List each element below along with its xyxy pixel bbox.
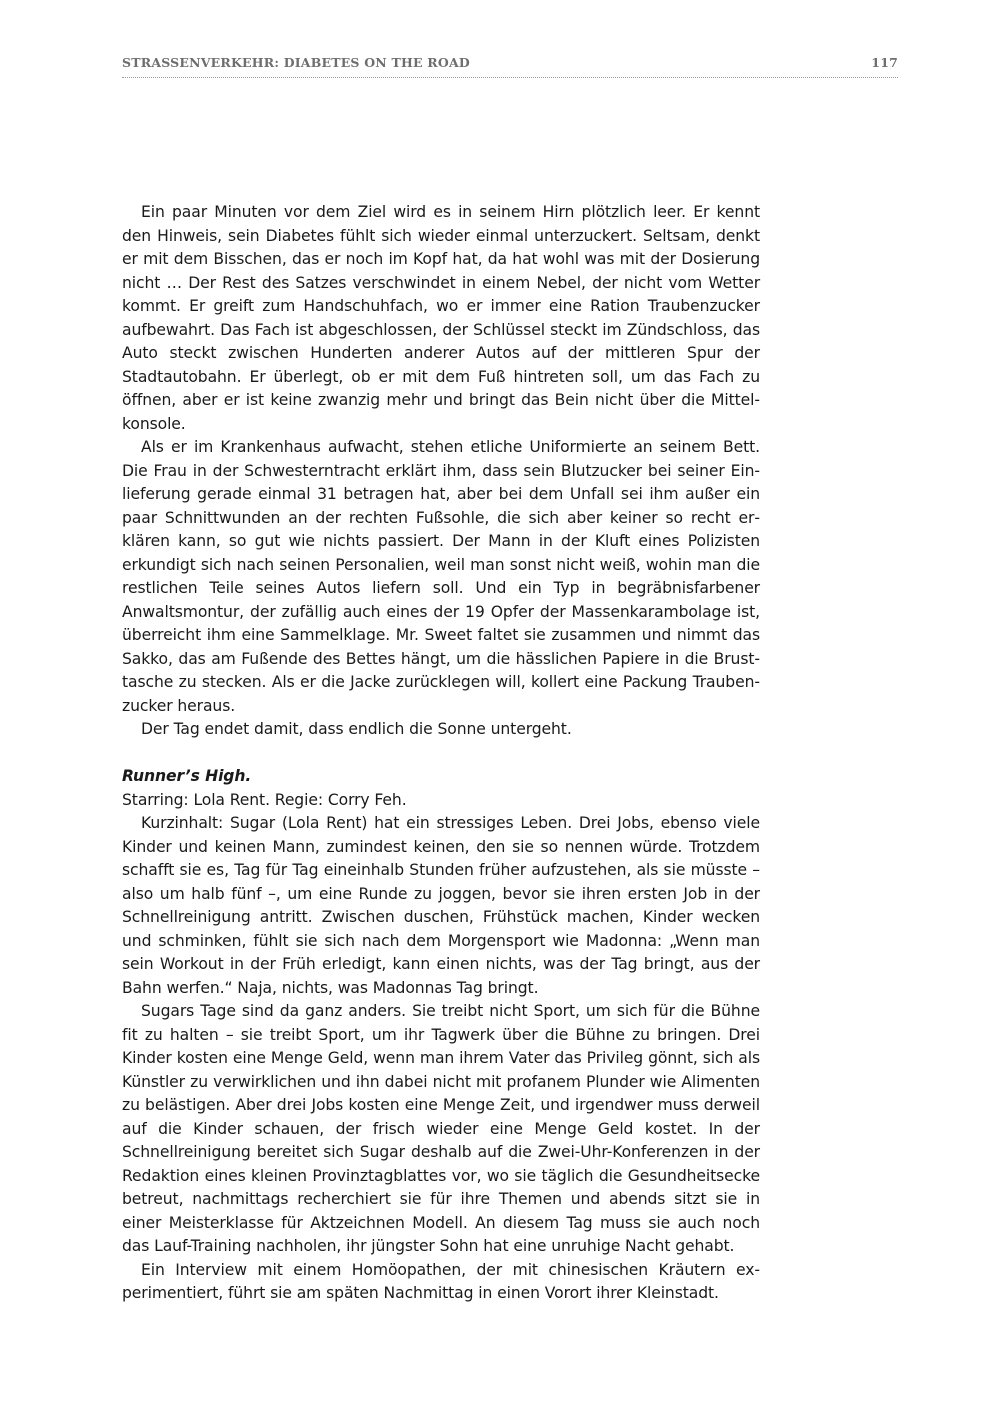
section-title: Runner’s High. [122, 767, 252, 785]
running-header-title: STRASSENVERKEHR: DIABETES ON THE ROAD [122, 55, 470, 70]
paragraph: Ein Interview mit einem Homöopathen, der mit chinesischen Kräutern experimentiert, führt sie am späten Nachmittag in einen Vorort ihrer Kleinstadt. [122, 1260, 760, 1302]
paragraph: Ein paar Minuten vor dem Ziel wird es in seinem Hirn plötzlich leer. Er kennt den Hinweis, sein Diabetes fühlt sich wieder einmal unterzuckert. Seltsam, denkt er mit dem Bisschen, das er noch im Kopf hat, da hat wohl was mit der Dosierung nicht … Der Rest des Satzes verschwindet in einem Nebel, der nicht vom Wetter kommt. Er greift zum Handschuhfach, wo er immer eine Ration Traubenzucker aufbewahrt. Das Fach ist abgeschlossen, der Schlüssel steckt im Zündschloss, das Auto steckt zwischen Hunderten anderer Autos auf der mittleren Spur der Stadtautobahn. Er überlegt, ob er mit dem Fuß hintreten soll, um das Fach zu öffnen, aber er ist keine zwanzig mehr und bringt das Bein nicht über die Mittelkonsole. [122, 203, 760, 433]
main-text [122, 201, 760, 1306]
page-number: 117 [871, 55, 898, 70]
running-header [122, 55, 898, 78]
section-credits: Starring: Lola Rent. Regie: Corry Feh. [122, 790, 407, 809]
paragraph: Als er im Krankenhaus aufwacht, stehen etliche Uniformierte an seinem Bett. Die Frau in der Schwesterntracht erklärt ihm, dass sein Blutzucker bei seiner Einlieferung gerade einmal 31 betragen hat, aber bei dem Unfall sei ihm außer ein paar Schnittwunden an der rechten Fußsohle, die sich aber keiner so recht erklären kann, so gut wie nichts passiert. Der Mann in der Kluft eines Polizisten erkundigt sich nach seinen Personalien, weil man sonst nicht weiß, wohin man die restlichen Teile seines Autos liefern soll. Und ein Typ in begräbnisfarbener Anwaltsmontur, der zufällig auch eines der 19 Opfer der Massenkarambolage ist, überreicht ihm eine Sammelklage. Mr. Sweet faltet sie zusammen und nimmt das Sakko, das am Fußende des Bettes hängt, um die hässlichen Papiere in die Brusttasche zu stecken. Als er die Jacke zurücklegen will, kollert eine Packung Traubenzucker heraus. [122, 438, 760, 715]
section-spacer [122, 742, 760, 766]
paragraph: Sugars Tage sind da ganz anders. Sie treibt nicht Sport, um sich für die Bühne fit zu halten – sie treibt Sport, um ihr Tagwerk über die Bühne zu bringen. Drei Kinder kosten eine Menge Geld, wenn man ihrem Vater das Privileg gönnt, sich als Künstler zu verwirklichen und ihn dabei nicht mit profanem Plunder wie Alimenten zu belästigen. Aber drei Jobs kosten eine Menge Zeit, und irgendwer muss derweil auf die Kinder schauen, der frisch wieder eine Menge Geld kostet. In der Schnellreinigung bereitet sich Sugar deshalb auf die Zwei-Uhr-Konferenzen in der Redaktion eines kleinen Provinztagblattes vor, wo sie täglich die Gesundheitsecke betreut, nachmittags recherchiert sie für ihre Themen und abends sitzt sie in einer Meisterklasse für Aktzeichnen Modell. An diesem Tag muss sie auch noch das Lauf-Training nachholen, ihr jüngster Sohn hat eine unruhige Nacht gehabt. [122, 1002, 760, 1255]
paragraph: Kurzinhalt: Sugar (Lola Rent) hat ein stressiges Leben. Drei Jobs, ebenso viele Kinder und keinen Mann, zumindest keinen, den sie so nennen würde. Trotzdem schafft sie es, Tag für Tag eineinhalb Stunden früher aufzustehen, als sie müsste – also um halb fünf –, um eine Runde zu joggen, bevor sie ihren ersten Job in der Schnellreinigung antritt. Zwischen duschen, Frühstück machen, Kinder wecken und schminken, fühlt sie sich nach dem Morgensport wie Madonna: „Wenn man sein Workout in der Früh erledigt, kann einen nichts, was der Tag bringt, aus der Bahn werfen.“ Naja, nichts, was Madonnas Tag bringt. [122, 814, 760, 997]
paragraph: Der Tag endet damit, dass endlich die Sonne untergeht. [141, 720, 572, 738]
